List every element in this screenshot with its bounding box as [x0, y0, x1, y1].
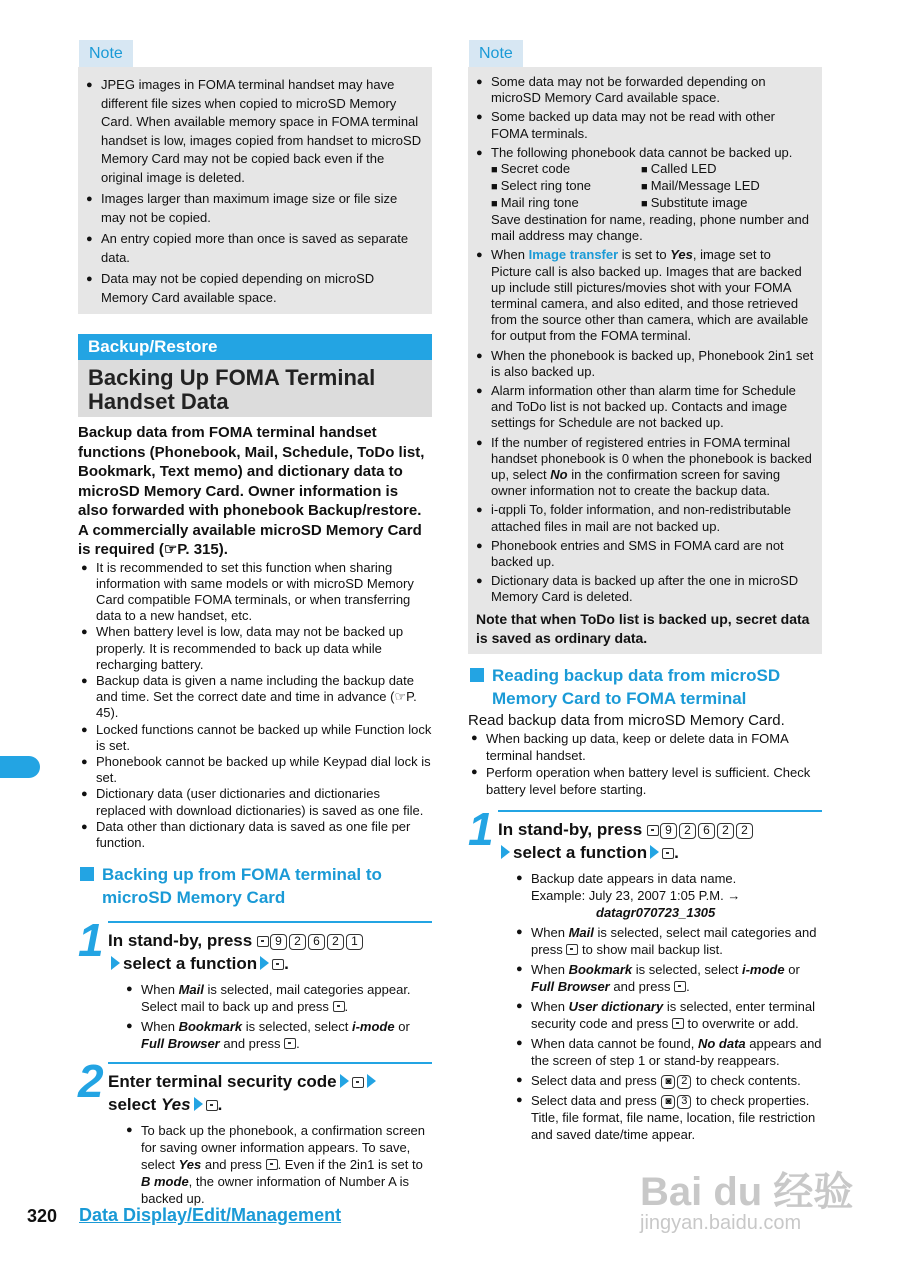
key-icon: 2 [717, 823, 734, 839]
key-icon: 2 [327, 934, 344, 950]
note-item: ● Data may not be copied depending on microSD Memory Card available space. [86, 270, 424, 307]
center-key-icon [352, 1077, 364, 1088]
list-item: ● Select data and press ◙ 2 to check contents. [516, 1072, 822, 1089]
note-item: ● Dictionary data is backed up after the one in microSD Memory Card is deleted. [476, 573, 814, 605]
key-icon: 3 [677, 1095, 691, 1109]
list-item: ● Backup date appears in data name. Example: July 23, 2007 1:05 P.M. → datagr070723_1305 [516, 870, 822, 921]
right-column [468, 40, 822, 1146]
list-item: ● Phonebook cannot be backed up while Keypad dial lock is set. [78, 754, 432, 786]
subsection-heading: Backing up from FOMA terminal to microSD Memory Card [78, 863, 432, 909]
read-bullets [468, 730, 822, 798]
list-item: ● Locked functions cannot be backed up while Function lock is set. [78, 722, 432, 754]
key-icon: 2 [679, 823, 696, 839]
subsection-heading: Reading backup data from microSD Memory Card to FOMA terminal [468, 664, 822, 710]
note-label: Note [469, 40, 523, 67]
intro-text: Backup data from FOMA terminal handset functions (Phonebook, Mail, Schedule, ToDo list, Bookmark, Text memo) and dictionary data to microSD Memory Card. Owner information is also forwarded with phonebook Backup/restore. A commercially available microSD Memory Card is required (☞P. 315). [78, 424, 425, 558]
note-box [468, 67, 822, 654]
list-item: ● When Bookmark is selected, select i-mode or Full Browser and press . [126, 1018, 432, 1052]
list-item: ● Dictionary data (user dictionaries and dictionaries replaced with download dictionaries) is saved as one file. [78, 786, 432, 818]
list-item: ● When User dictionary is selected, enter terminal security code and press to overwrite or add. [516, 998, 822, 1032]
list-item: ● When data cannot be found, No data appears and the screen of step 1 or stand-by reappears. [516, 1035, 822, 1069]
note-item: ● The following phonebook data cannot be backed up. ■ Secret code ■ Called LED ■ Select ring tone ■ Mail/Message LED ■ Mail ring tone ■ Substitute image Save destination for name, reading, phone number and mail address may change. [476, 145, 814, 245]
camera-key-icon: ◙ [661, 1095, 675, 1109]
step-2 [78, 1055, 432, 1207]
intro-bullets [78, 560, 432, 852]
center-key-icon [647, 825, 659, 836]
note-item: ● When Image transfer is set to Yes, image set to Picture call is also backed up. Images that are backed up include still pictures/movies shot with your FOMA terminal camera, and also edited, and those retrieved from the source other than camera, which are available for output from the FOMA terminal. [476, 247, 814, 344]
arrow-icon [111, 956, 120, 970]
note-item: ● i-αppli To, folder information, and non-redistributable attached files in mail are not backed up. [476, 502, 814, 534]
center-key-icon [257, 936, 269, 947]
note-item: ● Alarm information other than alarm time for Schedule and ToDo list is not backed up. Contacts and image settings for Schedule are not backed up. [476, 383, 814, 432]
key-icon: 2 [289, 934, 306, 950]
list-item: ● When Bookmark is selected, select i-mode or Full Browser and press . [516, 961, 822, 995]
note-item: ● JPEG images in FOMA terminal handset may have different file sizes when copied to microSD Memory Card. When available memory space in FOMA terminal handset is low, images copied from handset to microSD Memory Card may not be copied back even if the original image is deleted. [86, 76, 424, 187]
note-final: Note that when ToDo list is backed up, secret data is saved as ordinary data. [476, 610, 810, 646]
note-item: ● Images larger than maximum image size or file size may not be copied. [86, 190, 424, 227]
list-item: ● Data other than dictionary data is saved as one file per function. [78, 819, 432, 851]
center-key-icon [662, 848, 674, 859]
step-number: 2 [78, 1055, 104, 1108]
center-key-icon [674, 981, 686, 992]
excluded-data-grid: ■ Secret code ■ Called LED ■ Select ring tone ■ Mail/Message LED ■ Mail ring tone ■ Substitute image [491, 161, 814, 212]
section-bar: Backup/Restore [78, 334, 432, 360]
step-number: 1 [468, 802, 494, 855]
image-transfer-link: Image transfer [528, 247, 619, 263]
key-icon: 6 [698, 823, 715, 839]
note-item: ● An entry copied more than once is saved as separate data. [86, 230, 424, 267]
key-icon: 2 [736, 823, 753, 839]
list-item: ● When Mail is selected, select mail categories and press to show mail backup list. [516, 924, 822, 958]
note-item: ● If the number of registered entries in FOMA terminal handset phonebook is 0 when the phonebook is backed up, select No in the confirmation screen for saving owner information not to create the backup data. [476, 435, 814, 500]
note-box [78, 67, 432, 314]
center-key-icon [272, 959, 284, 970]
arrow-icon [650, 845, 659, 859]
key-icon: 6 [308, 934, 325, 950]
note-item: ● When the phonebook is backed up, Phonebook 2in1 set is also backed up. [476, 348, 814, 380]
list-item: ● It is recommended to set this function when sharing information with same models or with microSD Memory Card compatible FOMA terminals, or when transferring data to a new handset, etc. [78, 560, 432, 625]
read-step-1 [468, 802, 822, 1143]
step-header: Enter terminal security code select Yes . [108, 1062, 432, 1116]
step-header: In stand-by, press 9 2 6 2 2 select a function . [498, 810, 822, 864]
arrow-icon [260, 956, 269, 970]
arrow-icon [501, 845, 510, 859]
read-intro: Read backup data from microSD Memory Card. [468, 711, 785, 729]
center-key-icon [206, 1100, 218, 1111]
left-column [78, 40, 432, 1210]
step-1 [78, 914, 432, 1052]
note-item: ● Some backed up data may not be read with other FOMA terminals. [476, 109, 814, 141]
key-icon: 2 [677, 1075, 691, 1089]
center-key-icon [672, 1018, 684, 1029]
step-number: 1 [78, 914, 104, 967]
key-icon: 9 [270, 934, 287, 950]
list-item: ● To back up the phonebook, a confirmation screen for saving owner information appears. To save, select Yes and press . Even if the 2in1 is set to B mode, the owner information of Number A is backed up. [126, 1122, 432, 1207]
arrow-icon [367, 1074, 376, 1088]
camera-key-icon: ◙ [661, 1075, 675, 1089]
watermark-logo: Bai du 经验 [640, 1170, 854, 1214]
center-key-icon [284, 1038, 296, 1049]
arrow-icon [340, 1074, 349, 1088]
list-item: ● Select data and press ◙ 3 to check properties. Title, file format, file name, location, file restriction and saved date/time appear. [516, 1092, 822, 1143]
note-item: ● Phonebook entries and SMS in FOMA card are not backed up. [476, 538, 814, 570]
arrow-icon [194, 1097, 203, 1111]
key-icon: 1 [346, 934, 363, 950]
center-key-icon [566, 944, 578, 955]
list-item: ● When backing up data, keep or delete data in FOMA terminal handset. [468, 730, 822, 764]
list-item: ● When Mail is selected, mail categories appear. Select mail to back up and press . [126, 981, 432, 1015]
page-number: 320 [27, 1206, 58, 1226]
page-title: Backing Up FOMA Terminal Handset Data [78, 360, 432, 417]
note-label: Note [79, 40, 133, 67]
center-key-icon [266, 1159, 278, 1170]
note-item: ● Some data may not be forwarded depending on microSD Memory Card available space. [476, 74, 814, 106]
key-icon: 9 [660, 823, 677, 839]
list-item: ● Backup data is given a name including the backup date and time. Set the correct date and time in advance (☞P. 45). [78, 673, 432, 722]
list-item: ● Perform operation when battery level is sufficient. Check battery level before starting. [468, 764, 822, 798]
chapter-link[interactable]: Data Display/Edit/Management [79, 1205, 342, 1225]
chapter-side-tab [0, 756, 40, 778]
center-key-icon [333, 1001, 345, 1012]
list-item: ● When battery level is low, data may not be backed up properly. It is recommended to back up data while recharging battery. [78, 624, 432, 673]
step-header: In stand-by, press 9 2 6 2 1 select a function . [108, 921, 432, 975]
watermark-url: jingyan.baidu.com [640, 1212, 802, 1234]
